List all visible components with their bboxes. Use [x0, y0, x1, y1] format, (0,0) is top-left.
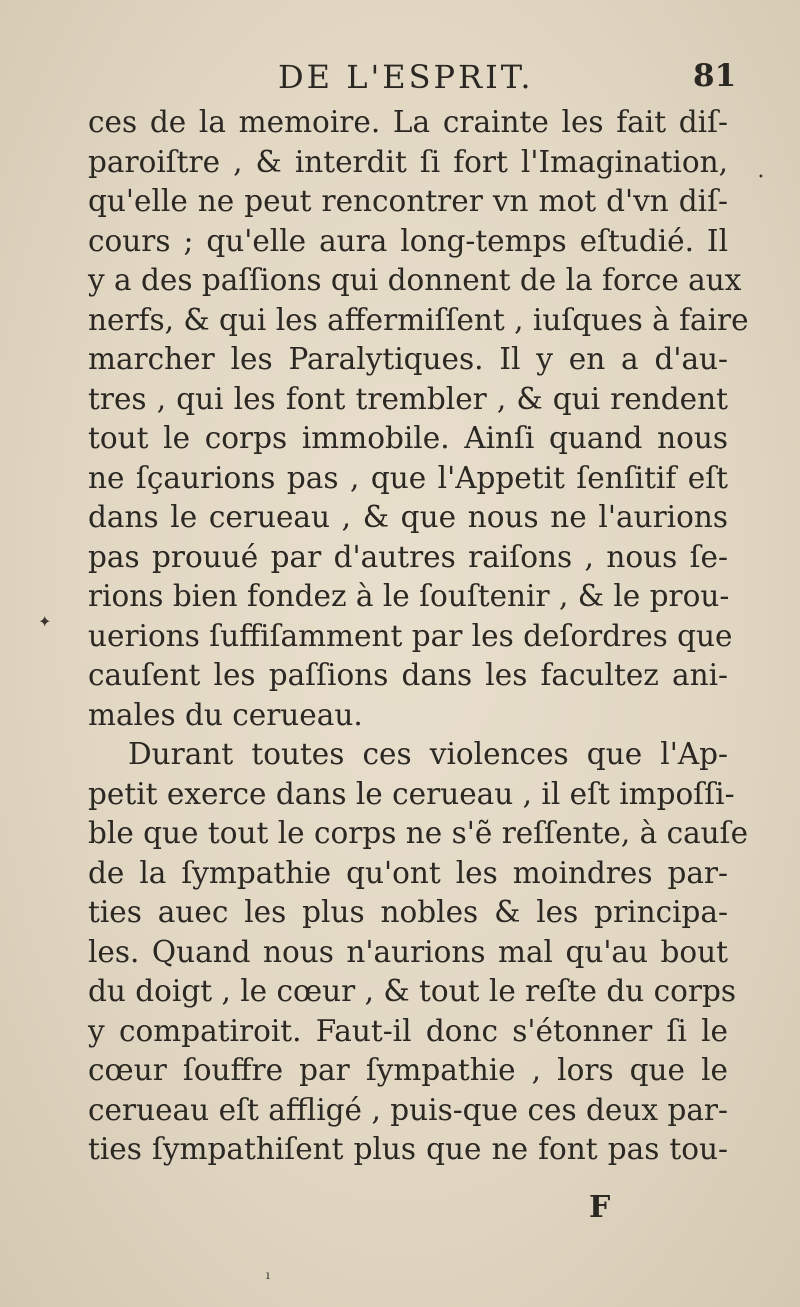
running-head: DE L'ESPRIT. — [278, 58, 534, 96]
text-line: y compatiroit. Faut-il donc s'étonner ſi le — [88, 1013, 728, 1048]
signature-mark: F — [589, 1190, 611, 1225]
page-number: 81 — [693, 58, 737, 94]
text-line: du doigt , le cœur , & tout le reſte du corps — [88, 974, 736, 1008]
text-line: y a des paſſions qui donnent de la force aux — [88, 263, 742, 297]
text-line: nerfs, & qui les affermiſſent , iuſques à faire — [88, 302, 749, 337]
margin-ink-speck: • — [758, 172, 764, 183]
margin-ink-speck: ✦ — [38, 612, 52, 631]
text-line: dans le cerueau , & que nous ne l'aurions — [88, 500, 728, 534]
text-line: les. Quand nous n'aurions mal qu'au bout — [88, 934, 728, 969]
text-line: paroiſtre , & interdit ſi fort l'Imagination, — [88, 144, 728, 179]
text-line: pas prouué par d'autres raiſons , nous ſe- — [88, 539, 728, 574]
text-line: cauſent les paſſions dans les facultez ani- — [88, 658, 728, 692]
text-line: marcher les Paralytiques. Il y en a d'au- — [88, 342, 728, 376]
text-line: cerueau eſt affligé , puis-que ces deux par- — [88, 1092, 728, 1127]
text-line: uerions ſuffiſamment par les deſordres que — [88, 618, 733, 653]
page-header — [0, 52, 800, 102]
paragraph-start-line: Durant toutes ces violences que l'Ap- — [128, 737, 728, 771]
text-line: ble que tout le corps ne s'ẽ reſſente, à cauſe — [88, 816, 749, 850]
text-line: ties ſympathiſent plus que ne font pas tou- — [88, 1132, 728, 1166]
text-line: tout le corps immobile. Ainſi quand nous — [88, 421, 728, 455]
text-line: rions bien fondez à le ſouſtenir , & le prou- — [88, 579, 730, 613]
text-line: cœur ſouffre par ſympathie , lors que le — [88, 1053, 728, 1087]
body-text — [88, 103, 749, 1170]
text-line: males du cerueau. — [88, 697, 363, 732]
text-line: ces de la memoire. La crainte les fait diſ- — [88, 105, 728, 139]
text-line: ne ſçaurions pas , que l'Appetit ſenſitif eſt — [88, 460, 728, 495]
text-line: de la ſympathie qu'ont les moindres par- — [88, 855, 728, 890]
text-line: tres , qui les font trembler , & qui rendent — [88, 381, 728, 416]
text-line: petit exerce dans le cerueau , il eſt impoſſi- — [88, 776, 735, 811]
text-line: qu'elle ne peut rencontrer vn mot d'vn diſ- — [88, 184, 728, 218]
text-line: ties auec les plus nobles & les principa- — [88, 895, 728, 929]
text-line: cours ; qu'elle aura long-temps eſtudié. Il — [88, 223, 728, 258]
margin-ink-speck: ı — [266, 1268, 270, 1282]
